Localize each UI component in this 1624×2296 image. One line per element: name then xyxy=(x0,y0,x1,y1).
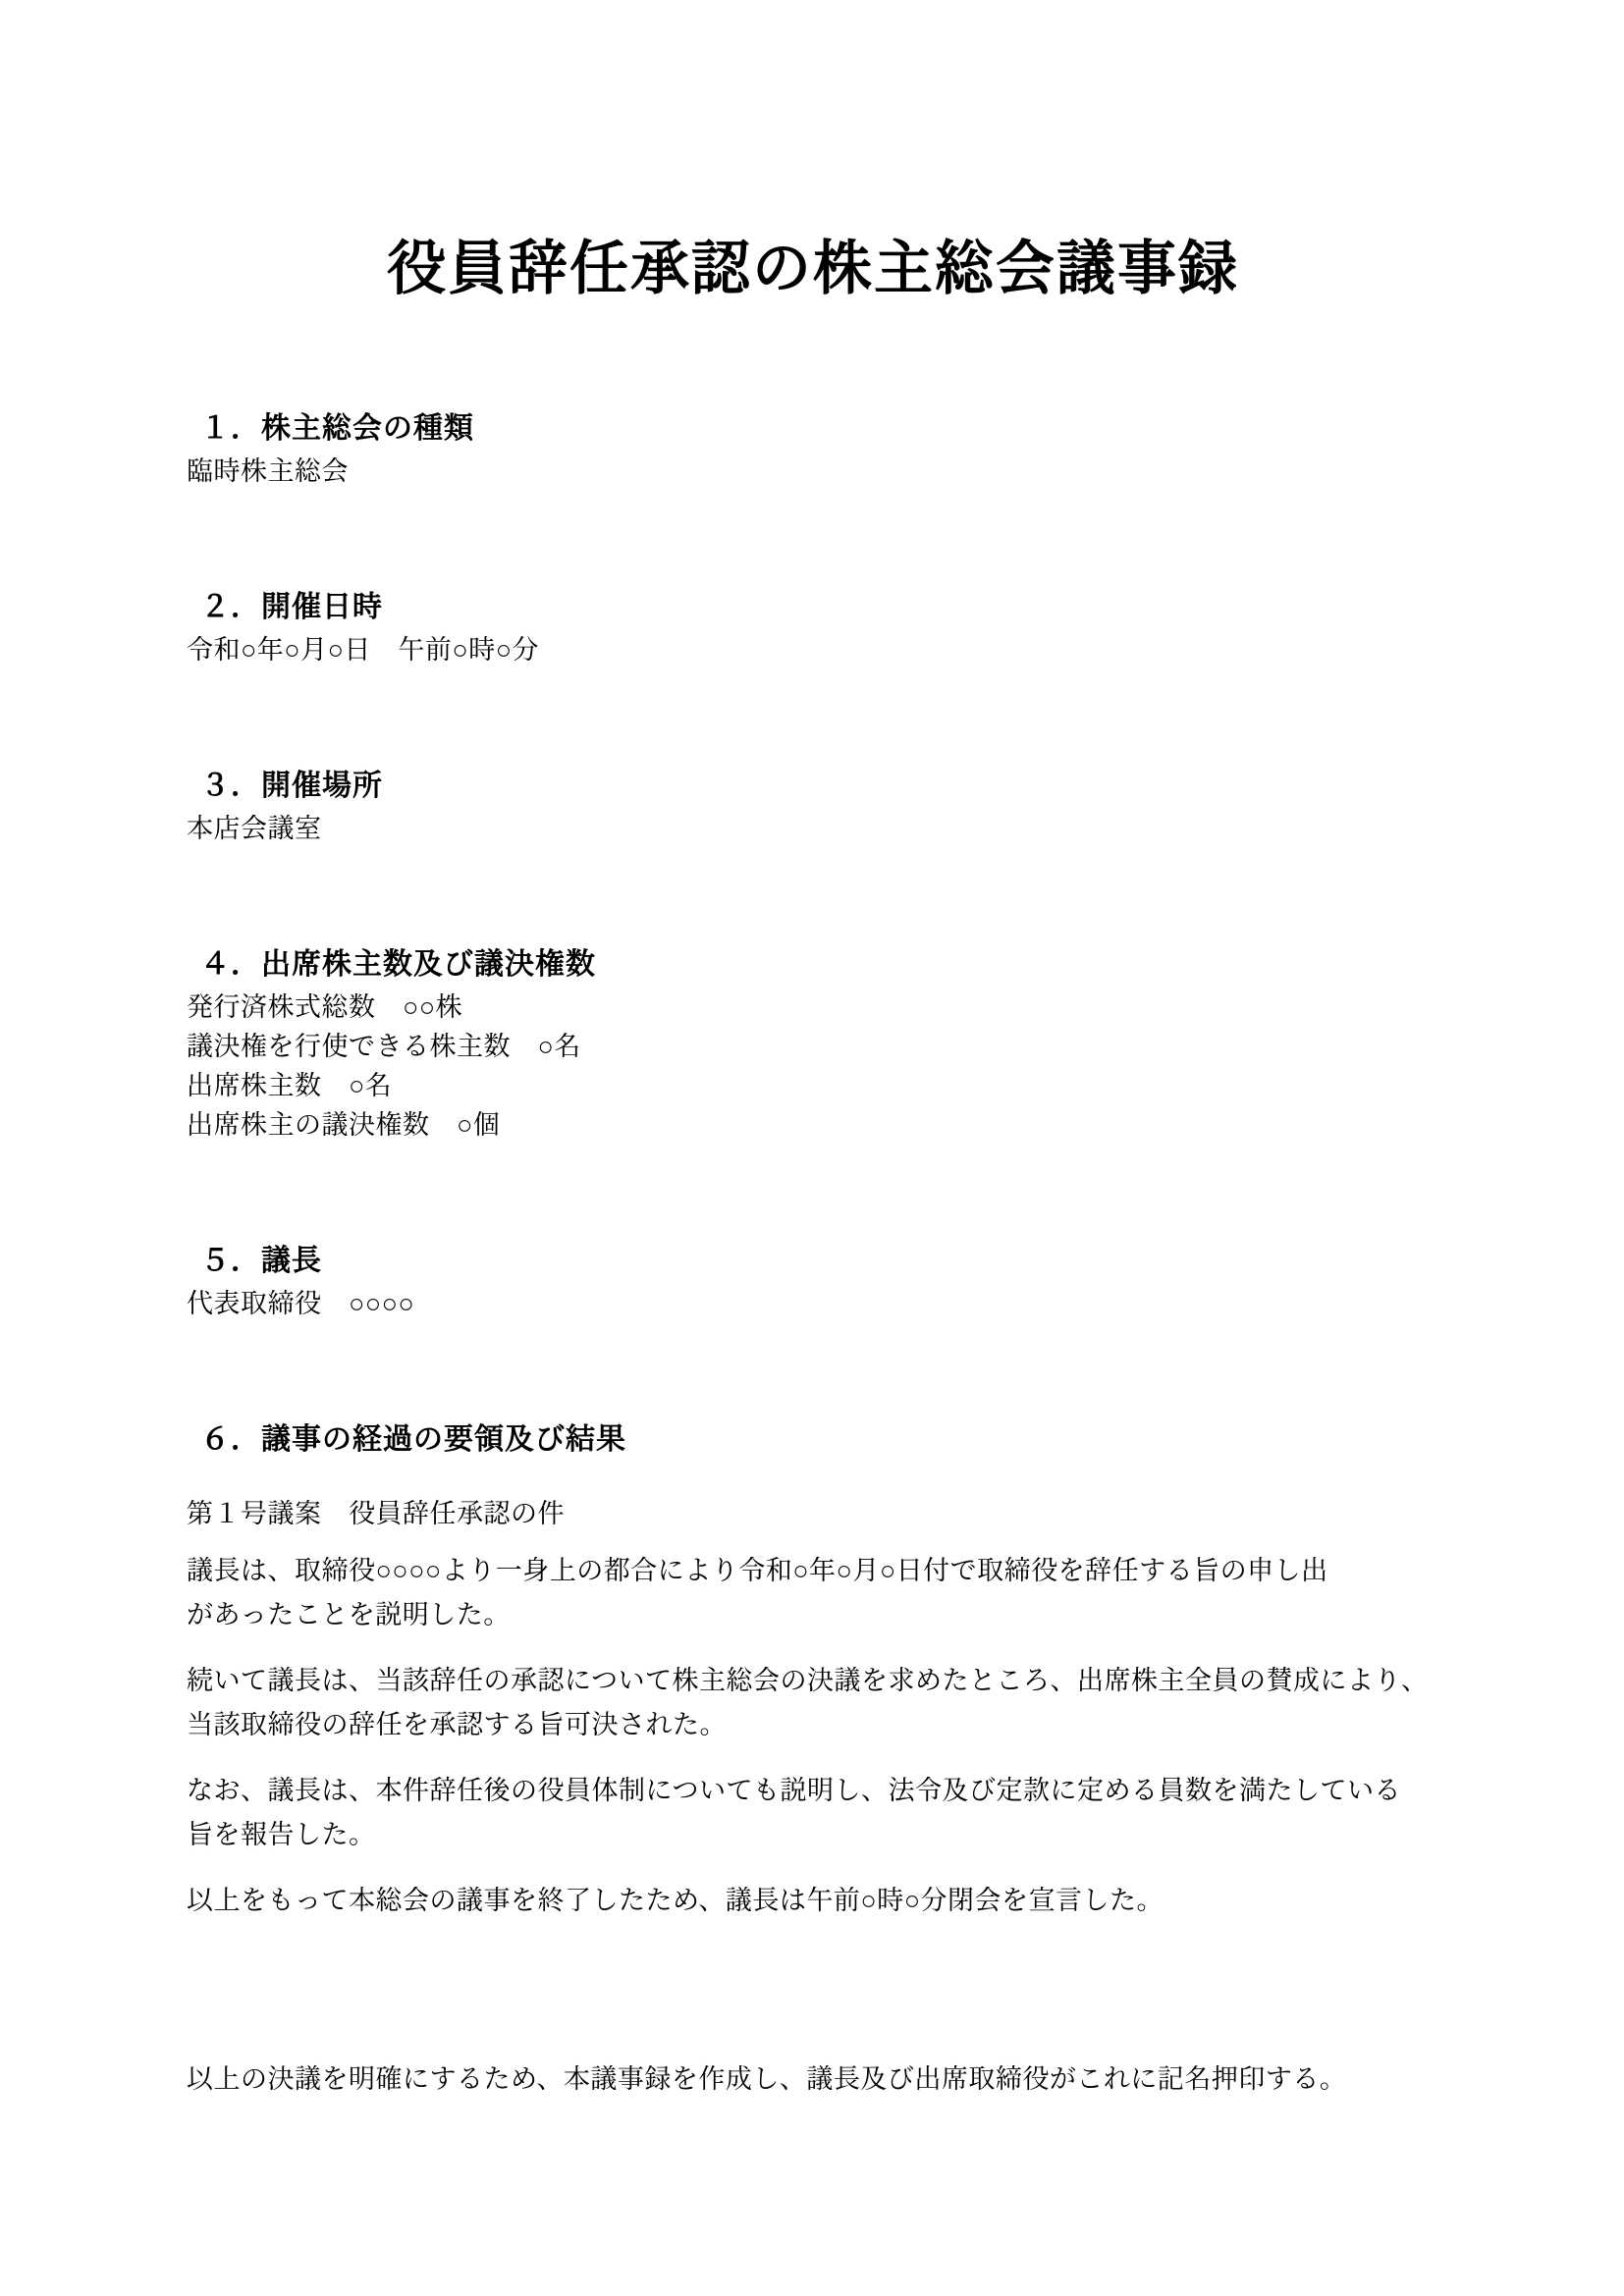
paragraph-meeting-closed xyxy=(187,1879,1439,1923)
paragraph-line: 続いて議長は、当該辞任の承認について株主総会の決議を求めたところ、出席株主全員の賛成により、 xyxy=(187,1666,1429,1695)
section-proceedings-heading: ６．議事の経過の要領及び結果 xyxy=(200,1423,626,1456)
meeting-type-value: 臨時株主総会 xyxy=(187,456,349,486)
proceedings-paragraphs xyxy=(187,1549,1439,1923)
attending-voting-rights-line: 出席株主の議決権数 ○個 xyxy=(187,1110,501,1140)
section-date-time xyxy=(187,589,1439,669)
paragraph-line: 以上をもって本総会の議事を終了したため、議長は午前○時○分閉会を宣言した。 xyxy=(187,1886,1164,1915)
closing-statement: 以上の決議を明確にするため、本議事録を作成し、議長及び出席取締役がこれに記名押印する。 xyxy=(187,2064,1347,2094)
paragraph-resignation-explained xyxy=(187,1549,1439,1637)
paragraph-line: 旨を報告した。 xyxy=(187,1820,376,1849)
section-chairman xyxy=(187,1243,1439,1323)
section-date-time-heading: ２．開催日時 xyxy=(200,591,383,623)
voting-shareholders-line: 議決権を行使できる株主数 ○名 xyxy=(187,1032,581,1061)
section-venue-heading: ３．開催場所 xyxy=(200,770,383,802)
total-shares-issued-line: 発行済株式総数 ○○株 xyxy=(187,992,463,1022)
section-meeting-type-heading: １．株主総会の種類 xyxy=(200,412,474,445)
paragraph-resolution-approved xyxy=(187,1659,1439,1747)
document-title: 役員辞任承認の株主総会議事録 xyxy=(387,236,1239,301)
section-chairman-heading: ５．議長 xyxy=(200,1245,322,1277)
section-venue xyxy=(187,768,1439,848)
paragraph-line: があったことを説明した。 xyxy=(187,1600,511,1629)
section-attendance xyxy=(187,946,1439,1145)
paragraph-line: なお、議長は、本件辞任後の役員体制についても説明し、法令及び定款に定める員数を満たしている xyxy=(187,1776,1401,1805)
paragraph-line: 当該取締役の辞任を承認する旨可決された。 xyxy=(187,1710,727,1739)
chairman-value: 代表取締役 ○○○○ xyxy=(187,1289,415,1318)
section-proceedings xyxy=(187,1421,1439,2102)
section-meeting-type xyxy=(187,410,1439,491)
paragraph-officer-structure-report xyxy=(187,1769,1439,1857)
attending-shareholders-line: 出席株主数 ○名 xyxy=(187,1071,393,1100)
paragraph-line: 議長は、取締役○○○○より一身上の都合により令和○年○月○日付で取締役を辞任する旨の申し出 xyxy=(187,1556,1328,1585)
section-attendance-heading: ４．出席株主数及び議決権数 xyxy=(200,948,596,981)
venue-value: 本店会議室 xyxy=(187,814,322,843)
date-time-value: 令和○年○月○日 午前○時○分 xyxy=(187,635,540,665)
agenda-item-line: 第１号議案 役員辞任承認の件 xyxy=(187,1499,565,1528)
